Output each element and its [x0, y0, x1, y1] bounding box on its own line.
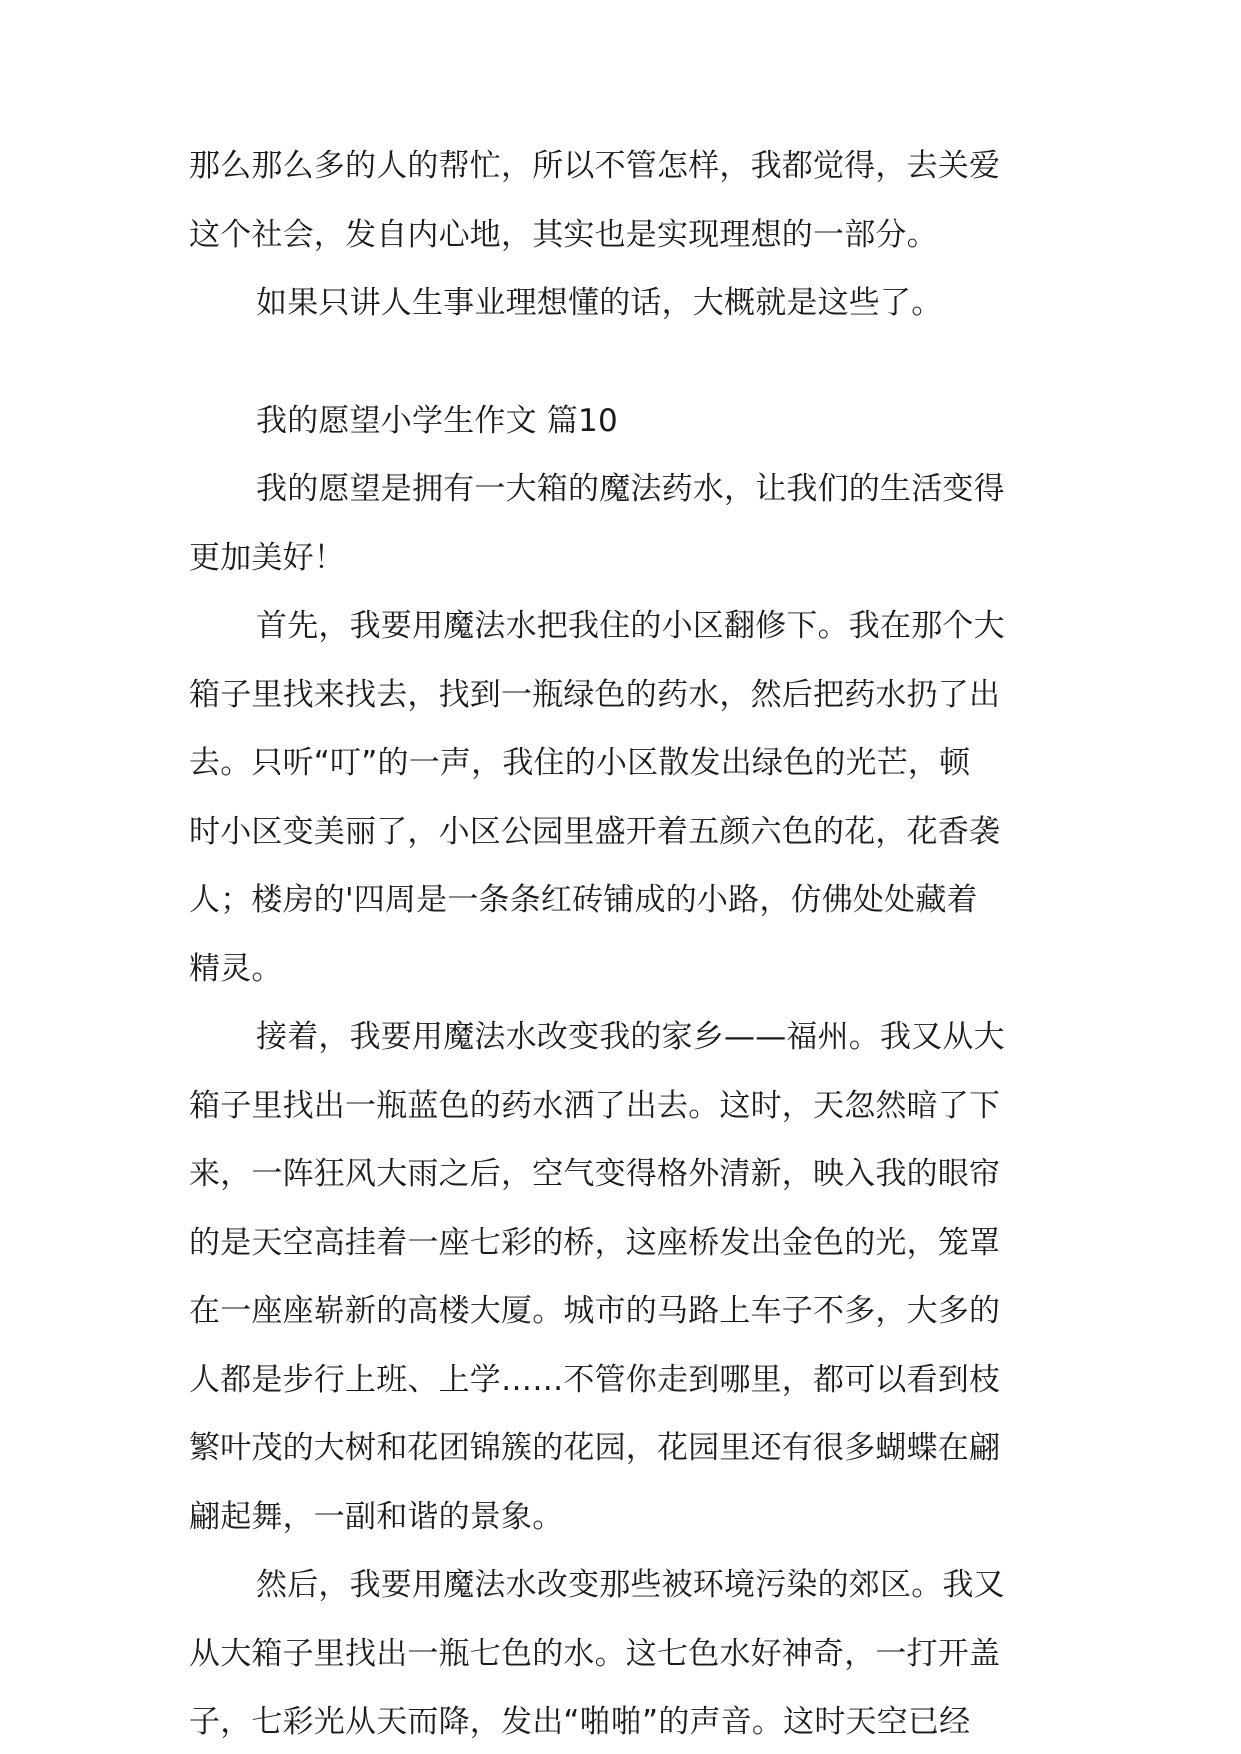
- line-text: 繁叶茂的大树和花团锦簇的花园，花园里还有很多蝴蝶在翩: [189, 1430, 1001, 1466]
- line-text: 接着，我要用魔法水改变我的家乡——福州。我又从大: [256, 1019, 1005, 1055]
- text-line: [0, 875, 1241, 925]
- line-text: 如果只讲人生事业理想懂的话，大概就是这些了。: [256, 285, 943, 321]
- text-line: [0, 1218, 1241, 1268]
- line-text: 箱子里找出一瓶蓝色的药水洒了出去。这时，天忽然暗了下: [189, 1088, 1001, 1124]
- line-text: 人；楼房的'四周是一条条红砖铺成的小路，仿佛处处藏着: [189, 882, 978, 918]
- text-line: [0, 1355, 1241, 1405]
- line-text: 更加美好！: [189, 540, 345, 576]
- line-text: 箱子里找来找去，找到一瓶绿色的药水，然后把药水扔了出: [189, 677, 1001, 713]
- text-line: [0, 1149, 1241, 1199]
- line-text: 去。只听“叮”的一声，我住的小区散发出绿色的光芒，顿: [189, 745, 971, 781]
- line-text: 时小区变美丽了，小区公园里盛开着五颜六色的花，花香袭: [189, 814, 1001, 850]
- text-line: [0, 670, 1241, 720]
- text-line: [0, 807, 1241, 857]
- section-heading: [0, 396, 1241, 446]
- text-line: [0, 141, 1241, 191]
- text-line: [0, 1286, 1241, 1336]
- line-text: 然后，我要用魔法水改变那些被环境污染的郊区。我又: [256, 1567, 1005, 1603]
- line-text: 人都是步行上班、上学……不管你走到哪里，都可以看到枝: [189, 1362, 1001, 1398]
- text-line: [0, 738, 1241, 788]
- text-line: [0, 1012, 1241, 1062]
- line-text: 那么那么多的人的帮忙，所以不管怎样，我都觉得，去关爱: [189, 148, 1001, 184]
- line-text: 在一座座崭新的高楼大厦。城市的马路上车子不多，大多的: [189, 1293, 1001, 1329]
- text-line: [0, 464, 1241, 514]
- line-text: 来，一阵狂风大雨之后，空气变得格外清新，映入我的眼帘: [189, 1156, 1001, 1192]
- line-text: 子，七彩光从天而降，发出“啪啪”的声音。这时天空已经: [189, 1704, 971, 1740]
- heading-text: 我的愿望小学生作文 篇10: [256, 403, 618, 439]
- text-line: [0, 944, 1241, 994]
- text-line: [0, 210, 1241, 260]
- text-line: [0, 1697, 1241, 1747]
- line-text: 从大箱子里找出一瓶七色的水。这七色水好神奇，一打开盖: [189, 1636, 1001, 1672]
- line-text: 我的愿望是拥有一大箱的魔法药水，让我们的生活变得: [256, 471, 1005, 507]
- text-line: [0, 1081, 1241, 1131]
- line-text: 首先，我要用魔法水把我住的小区翻修下。我在那个大: [256, 608, 1005, 644]
- line-text: 这个社会，发自内心地，其实也是实现理想的一部分。: [189, 217, 938, 253]
- line-text: 翩起舞，一副和谐的景象。: [189, 1499, 564, 1535]
- text-line: [0, 278, 1241, 328]
- text-line: [0, 1629, 1241, 1679]
- text-line: [0, 1423, 1241, 1473]
- text-line: [0, 601, 1241, 651]
- line-text: 的是天空高挂着一座七彩的桥，这座桥发出金色的光，笼罩: [189, 1225, 1001, 1261]
- text-line: [0, 1492, 1241, 1542]
- text-line: [0, 533, 1241, 583]
- line-text: 精灵。: [189, 951, 283, 987]
- text-line: [0, 1560, 1241, 1610]
